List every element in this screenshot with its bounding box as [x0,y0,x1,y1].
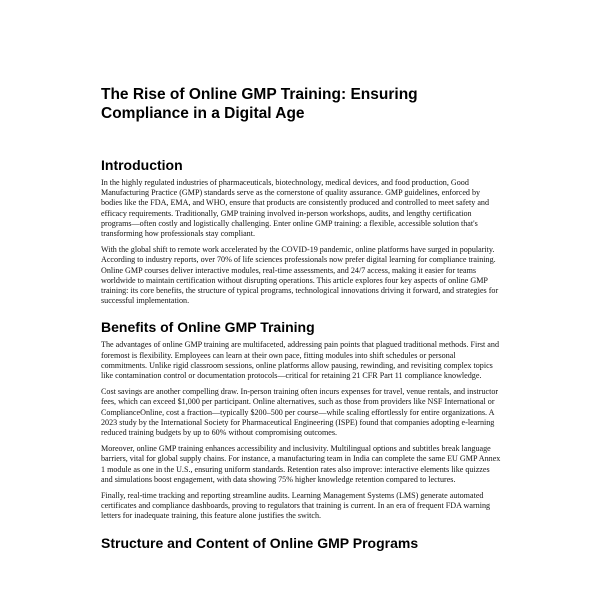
section-heading: Introduction [101,157,183,173]
paragraph: Cost savings are another compelling draw. In-person training often incurs expenses for travel, venue rentals, and instructor fees, which can exceed $1,000 per participant. Online alternatives, such as those from providers like NSF International or ComplianceOnline, cost a fraction—typically $200–500 per course—while scaling effortlessly for entire organizations. A 2023 study by the International Society for Pharmaceutical Engineering (ISPE) found that companies adopting e-learning reduced training budgets by up to 60% without compromising outcomes. [101,387,499,438]
section-benefits [101,319,501,521]
section-introduction [101,157,501,306]
paragraph: Moreover, online GMP training enhances accessibility and inclusivity. Multilingual options and subtitles break language barriers, vital for global supply chains. For instance, a manufacturing team in India can complete the same EU GMP Annex 1 module as one in the U.S., ensuring uniform standards. Retention rates also improve: interactive elements like quizzes and simulations boost engagement, with data showing 75% higher knowledge retention compared to lectures. [101,444,501,484]
section-heading: Structure and Content of Online GMP Programs [101,534,419,551]
paragraph: The advantages of online GMP training are multifaceted, addressing pain points that plagued traditional methods. First and foremost is flexibility. Employees can learn at their own pace, fitting modules into shift schedules or personal commitments. Unlike rigid classroom sessions, online platforms allow pausing, rewinding, and revisiting complex topics like contamination control or documentation protocols—critical for retaining 21 CFR Part 11 compliance knowledge. [101,340,499,381]
article-title: The Rise of Online GMP Training: Ensuring Compliance in a Digital Age [101,86,418,122]
section-heading: Benefits of Online GMP Training [101,319,315,336]
paragraph: Finally, real-time tracking and reporting streamline audits. Learning Management Systems (LMS) generate automated certificates and compliance dashboards, proving to regulators that training is current. In an era of frequent FDA warning letters for inadequate training, this feature alone justifies the switch. [101,491,491,521]
article-body [101,85,501,565]
paragraph: With the global shift to remote work accelerated by the COVID-19 pandemic, online platforms have surged in popularity. According to industry reports, over 70% of life sciences professionals now prefer digital learning for compliance training. Online GMP courses deliver interactive modules, real-time assessments, and 24/7 access, making it easier for teams worldwide to maintain certification without disrupting operations. This article explores four key aspects of online GMP training: its core benefits, the structure of typical programs, technological innovations driving it forward, and strategies for successful implementation. [101,245,499,306]
section-structure [101,535,501,552]
paragraph: In the highly regulated industries of pharmaceuticals, biotechnology, medical devices, and food production, Good Manufacturing Practice (GMP) standards serve as the cornerstone of quality assurance. GMP guidelines, enforced by bodies like the FDA, EMA, and WHO, ensure that products are consistently produced and controlled to meet safety and efficacy requirements. Traditionally, GMP training involved in-person workshops, audits, and lengthy certification programs—often costly and logistically challenging. Enter online GMP training: a flexible, accessible solution that's transforming how professionals stay compliant. [101,178,490,239]
